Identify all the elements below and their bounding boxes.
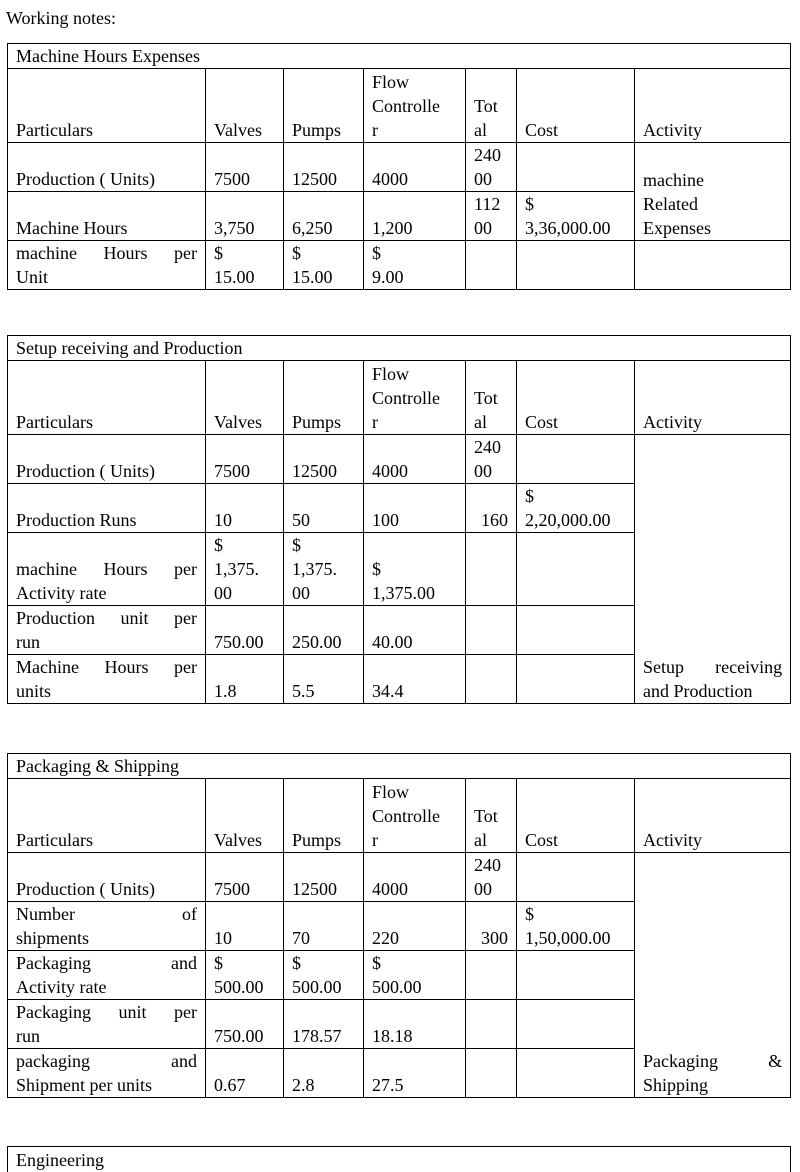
row-label: packaging and Shipment per units [8,1049,206,1098]
cell-pumps: 2.8 [284,1049,364,1098]
cell-total: 240 00 [466,853,517,902]
header-cost: Cost [517,779,635,853]
row-label: Packaging and Activity rate [8,951,206,1000]
row-label: Production ( Units) [8,435,206,484]
row-label: Production unit per run [8,606,206,655]
cell-valves: 3,750 [206,192,284,241]
cell-valves: 7500 [206,853,284,902]
cell-flow: $ 1,375.00 [364,533,466,606]
cell-flow: 34.4 [364,655,466,704]
table-row [8,143,791,192]
cell-cost [517,435,635,484]
cell-valves: $ 15.00 [206,241,284,290]
cell-cost [517,533,635,606]
cell-valves: 7500 [206,435,284,484]
header-particulars: Particulars [8,361,206,435]
cell-total [466,951,517,1000]
cell-pumps: 12500 [284,143,364,192]
cell-total [466,533,517,606]
page-heading: Working notes: [6,8,117,28]
header-particulars: Particulars [8,69,206,143]
header-flow-controller: Flow Controlle r [364,69,466,143]
table-title: Setup receiving and Production [8,336,791,361]
cell-pumps: 50 [284,484,364,533]
cell-cost [517,853,635,902]
cell-cost: $ 3,36,000.00 [517,192,635,241]
table-title: Engineering [8,1147,791,1172]
header-cost: Cost [517,69,635,143]
cell-valves: 1.8 [206,655,284,704]
header-particulars: Particulars [8,779,206,853]
cell-total [466,655,517,704]
cell-valves: 750.00 [206,1000,284,1049]
header-pumps: Pumps [284,779,364,853]
header-total: Tot al [466,69,517,143]
cell-pumps: 6,250 [284,192,364,241]
cell-flow: 40.00 [364,606,466,655]
cell-total: 112 00 [466,192,517,241]
table-row [8,241,791,290]
setup-receiving-table [7,335,791,704]
cell-total: 240 00 [466,435,517,484]
cell-total [466,1000,517,1049]
header-flow-controller: Flow Controlle r [364,779,466,853]
cell-activity: Packaging & Shipping [635,853,791,1098]
header-cost: Cost [517,361,635,435]
cell-valves: 750.00 [206,606,284,655]
cell-valves: 10 [206,484,284,533]
cell-pumps: 5.5 [284,655,364,704]
cell-total: 300 [466,902,517,951]
row-label: Production Runs [8,484,206,533]
engineering-table [7,1146,791,1172]
header-row [8,779,791,853]
cell-cost [517,951,635,1000]
cell-flow: 1,200 [364,192,466,241]
table-title: Machine Hours Expenses [8,44,791,69]
cell-flow: 100 [364,484,466,533]
header-total: Tot al [466,779,517,853]
cell-cost: $ 2,20,000.00 [517,484,635,533]
cell-pumps: $ 500.00 [284,951,364,1000]
header-total: Tot al [466,361,517,435]
cell-cost [517,241,635,290]
cell-cost [517,606,635,655]
header-row [8,69,791,143]
row-label: Packaging unit per run [8,1000,206,1049]
cell-activity [635,241,791,290]
row-label: machine Hours per Unit [8,241,206,290]
cell-flow: $ 9.00 [364,241,466,290]
cell-valves: 10 [206,902,284,951]
cell-valves: 7500 [206,143,284,192]
row-label: Machine Hours [8,192,206,241]
row-label: Machine Hours per units [8,655,206,704]
table-row [8,853,791,902]
header-activity: Activity [635,69,791,143]
cell-total: 240 00 [466,143,517,192]
cell-pumps: 178.57 [284,1000,364,1049]
cell-cost [517,143,635,192]
cell-valves: $ 500.00 [206,951,284,1000]
packaging-shipping-table [7,753,791,1098]
cell-valves: 0.67 [206,1049,284,1098]
cell-total: 160 [466,484,517,533]
cell-flow: $ 500.00 [364,951,466,1000]
header-row [8,361,791,435]
cell-total [466,606,517,655]
cell-total [466,241,517,290]
header-pumps: Pumps [284,69,364,143]
cell-pumps: 12500 [284,435,364,484]
cell-activity: Setup receiving and Production [635,435,791,704]
cell-cost: $ 1,50,000.00 [517,902,635,951]
cell-pumps: $ 1,375. 00 [284,533,364,606]
cell-pumps: 70 [284,902,364,951]
cell-total [466,1049,517,1098]
cell-flow: 220 [364,902,466,951]
table-title: Packaging & Shipping [8,754,791,779]
cell-pumps: 12500 [284,853,364,902]
cell-activity: machine Related Expenses [635,143,791,241]
row-label: Production ( Units) [8,143,206,192]
header-pumps: Pumps [284,361,364,435]
table-row [8,435,791,484]
header-valves: Valves [206,69,284,143]
cell-pumps: 250.00 [284,606,364,655]
cell-flow: 4000 [364,853,466,902]
header-activity: Activity [635,361,791,435]
cell-cost [517,1049,635,1098]
row-label: machine Hours per Activity rate [8,533,206,606]
header-flow-controller: Flow Controlle r [364,361,466,435]
row-label: Production ( Units) [8,853,206,902]
cell-flow: 27.5 [364,1049,466,1098]
header-valves: Valves [206,361,284,435]
cell-pumps: $ 15.00 [284,241,364,290]
cell-flow: 4000 [364,435,466,484]
cell-flow: 4000 [364,143,466,192]
header-valves: Valves [206,779,284,853]
machine-hours-table [7,43,791,290]
header-activity: Activity [635,779,791,853]
cell-flow: 18.18 [364,1000,466,1049]
row-label: Number of shipments [8,902,206,951]
cell-cost [517,655,635,704]
cell-cost [517,1000,635,1049]
cell-valves: $ 1,375. 00 [206,533,284,606]
